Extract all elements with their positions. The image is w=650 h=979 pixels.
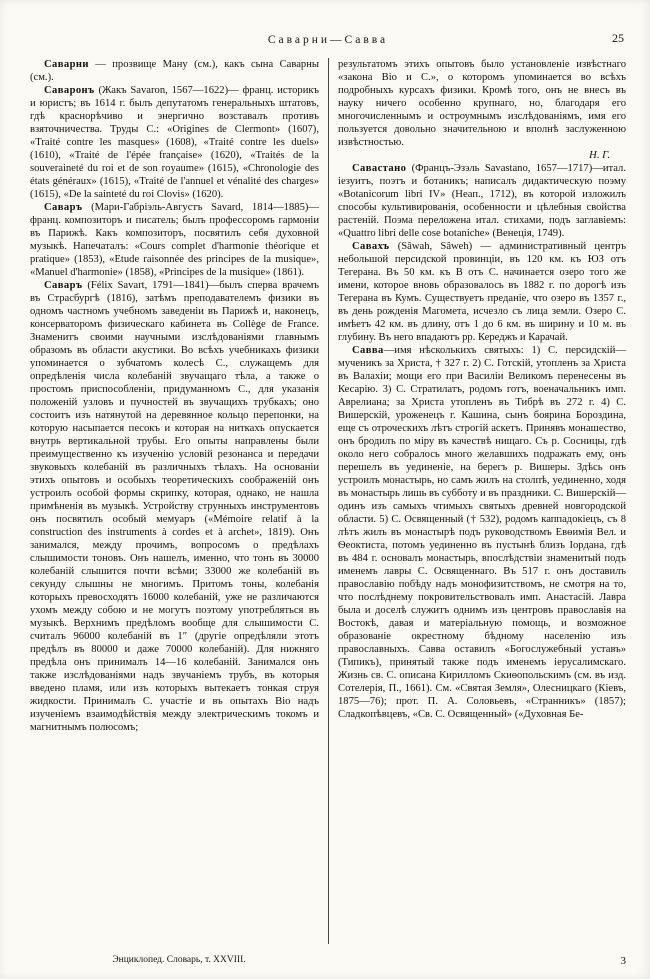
entry-savart xyxy=(30,279,319,734)
entry-text: (Жакъ Savaron, 1567—1622)— франц. историкъ и юристъ; въ 1614 г. былъ депутатомъ генеральныхъ штатовъ, гдѣ краснорѣчиво и энергично возставалъ противъ взяточничества. Труды С.: «Origines de Clermont» (1607), «Traité contre les masques» (1608), «Traité contre les duels» (1610), «Traité de l'épée française» (1620), «Traités de la souveraineté du roi et de son royaume» (1615), «Chronologie des états généraux» (1615), «Traité de l'annuel et vénalité des charges» (1615), «De la sainteté du roi Clovis» (1620). xyxy=(30,85,319,200)
author-signature: Н. Г. xyxy=(589,150,610,161)
entry-text: (Félix Savart, 1791—1841)—былъ сперва врачемъ въ Страсбургѣ (1816), затѣмъ преподавателемъ физики въ одномъ частномъ учебномъ заведеніи въ Парижѣ и, наконецъ, консерваторомъ физическаго кабинета въ Collège de France. Знаменитъ своими научными изслѣдованіями главнымъ образомъ въ области акустики. Во всѣхъ учебникахъ физики упоминается о зубчатомъ колесѣ С., служащемъ для опредѣленія числа колебаній звучащаго тѣла, а также о простомъ приспособленіи, придуманномъ С., для указанія положеній узловъ и пучностей въ звучащихъ трубкахъ; оно состоитъ изъ натянутой на деревянное кольцо перепонки, на которую насыпается песокъ и которая на ниткахъ опускается внутрь вертикальной трубы. Его опыты направлены были преимущественно къ изученію условій резонанса и передачи звуковыхъ колебаній въ различныхъ тѣлахъ. На основаніи этихъ опытовъ и особыхъ теоретическихъ соображеній онъ устроилъ особой формы скрипку, которая, однако, не нашла примѣненія въ музыкѣ. Устройству струнныхъ инструментовъ онъ посвятилъ особый мемуаръ («Mémoire relatif à la construction des instruments à cordes et à archet», 1819). Онъ занимался, между прочимъ, вопросомъ о предѣлахъ слышимости тоновъ. Онъ нашелъ, именно, что тонъ въ 30000 колебаній слышится почти всѣми; 33000 же колебаній въ секунду слышны не многимъ. Притомъ тоны, колебанія которыхъ превосходятъ 16000 колебаній, уже не различаются ухомъ между собою и не могутъ поэтому употребляться въ музыкѣ. Верхнимъ предѣломъ вообще для слышимости С. считалъ 96000 колебаній въ 1″ (другіе опредѣляли этотъ предѣлъ въ 80000 и даже 70000 колебаній). Для нижняго предѣла онъ принималъ 14—16 колебаній. Занимался онъ также изслѣдованіями надъ звучаніемъ трубъ, въ которыя введено пламя, или изъ которыхъ вытекаетъ тонкая струя жидкости. Принималъ С. участіе и въ опытахъ Bio надъ изученіемъ взаимодѣйствія между электрическимъ токомъ и магнитнымъ полюсомъ; xyxy=(30,280,319,733)
entry-savastano xyxy=(338,162,626,240)
entry-savah xyxy=(338,240,626,344)
entry-text: результатомъ этихъ опытовъ было установленіе извѣстнаго «закона Bio и С.», о которомъ упоминается во всѣхъ подробныхъ курсахъ физики. Кромѣ того, онъ не внесъ въ науку ничего особенно крупнаго, но, благодаря его многочисленнымъ и остроумнымъ изслѣдованіямъ, имя его пользуется довольно значительною и вполнѣ заслуженною извѣстностью. xyxy=(338,59,626,148)
entry-savva xyxy=(338,344,626,721)
entry-text: — прозвище Ману (см.), какъ сына Саварны (см.). xyxy=(30,59,319,83)
page-footer xyxy=(30,955,626,967)
page-header xyxy=(30,30,626,50)
footer-imprint: Энциклопед. Словарь, т. XXVIII. xyxy=(112,955,246,965)
left-column xyxy=(30,58,328,944)
entry-text: (Францъ-Эзэль Savastano, 1657—1717)—итал. іезуитъ, поэтъ и ботаникъ; написалъ дидактическую поэму «Botanicorum libri IV» (Неап., 1712), въ которой изложилъ способы культивированія, особенности и цѣлебныя свойства растеній. Поэма переложена итал. стихами, подъ заглавіемъ: «Quattro libri delle cose botaniche» (Венеція, 1749). xyxy=(338,163,626,239)
entry-savard xyxy=(30,201,319,279)
entry-savart-continuation xyxy=(338,58,626,149)
entry-headword: Савва xyxy=(352,345,384,356)
right-column xyxy=(328,58,626,944)
entry-text: (Sâwah, Sâweh) — административный центръ небольшой персидской провинціи, въ 120 км. къ ЮЗ отъ Тегерана. Въ 50 км. къ В отъ С. начинается озеро того же имени, которое вновь образовалось въ 1882 г. по дорогѣ изъ Тегерана въ Кумъ. Существуетъ преданіе, что озеро въ 1357 г., въ день рожденія Магомета, исчезло съ лица земли. Озеро С. имѣетъ 42 км. въ длину, отъ 1 до 6 км. въ ширину и 10 м. въ глубину. Въ него впадаютъ рр. Кереджъ и Карачай. xyxy=(338,241,626,343)
entry-headword: Савахъ xyxy=(352,241,390,252)
entry-savaron xyxy=(30,84,319,201)
entry-headword: Саваръ xyxy=(44,202,83,213)
entry-text: —имя нѣсколькихъ святыхъ: 1) С. персидскій—мученикъ за Христа, † 327 г. 2) С. Готскій, утопленъ за Христа въ Валахіи; мощи его при Василіи Великомъ перенесены въ Кесарію. 3) С. Стратилатъ, родомъ готъ, военачальникъ имп. Аврелиана; за Христа утопленъ въ Тибрѣ въ 272 г. 4) С. Вишерскій, уроженецъ г. Кашина, сынъ боярина Бороздина, еще съ отроческихъ лѣтъ строгій аскетъ. Принявъ монашество, онъ бродилъ по міру въ качествѣ нищаго. Съ р. Сосницы, гдѣ около него собралось много желавшихъ подражать ему, онъ перешелъ въ уединеніе, на берегъ р. Вишеры. Здѣсь онъ устроилъ монастырь, но самъ жилъ на столпѣ, уединенно, ходя въ монастырь лишь въ субботу и въ праздники. С. Вишерскій—одинъ изъ самыхъ чтимыхъ святыхъ древней новгородской области. 5) С. Освященный († 532), родомъ каппадокіецъ, съ 8 лѣтъ жилъ въ монастырѣ подъ руководствомъ Евѳимія Вел. и Ѳеоктиста, потомъ уединенно въ пустынѣ близъ Іордана, гдѣ въ 484 г. основалъ монастырь, впослѣдствіи знаменитый подъ именемъ лавры С. Освященнаго. Въ 517 г. онъ доставилъ православію побѣду надъ монофизитствомъ, не смотря на то, что послѣднему покровительствовалъ имп. Анастасій. Лавра была и доселѣ служитъ однимъ изъ центровъ православія на Востокѣ, давая и матеріальную помощь, и возможное образованіе окрестному бѣдному населенію изъ православныхъ. Савва оставилъ «Богослужебный уставъ» (Типикъ), принятый также подъ именемъ іерусалимскаго. Жизнь св. С. описана Кирилломъ Скиѳопольскимъ (см. въ изд. Сотелерія, П., 1661). См. «Святая Земля», Олесницкаго (Кіевъ, 1875—76); прот. П. А. Соловьевъ, «Странникъ» (1857); Сладкопѣвцевъ, «Св. С. Освященный» («Духовная Бе- xyxy=(338,345,627,720)
entry-headword: Саваръ xyxy=(44,280,83,291)
entry-text: (Мари-Габріэль-Августъ Savard, 1814—1885)—франц. композиторъ и писатель; былъ профессоромъ гармоніи въ Парижѣ. Какъ композиторъ, посвятилъ себя духовной музыкѣ. Напечаталъ: «Cours complet d'harmonie théorique et pratique» (1853), «Etude raisonnée des principes de la musique», «Manuel d'harmonie» (1858), «Principes de la musique» (1861). xyxy=(30,202,319,278)
footer-signature-number: 3 xyxy=(620,955,626,967)
entry-headword: Саваронъ xyxy=(44,85,95,96)
text-columns xyxy=(30,58,626,944)
page-number: 25 xyxy=(612,31,624,45)
running-head: Саварни—Савва xyxy=(267,34,389,46)
entry-headword: Савастано xyxy=(352,163,407,174)
entry-savarni xyxy=(30,58,319,84)
entry-headword: Саварни xyxy=(44,59,89,70)
